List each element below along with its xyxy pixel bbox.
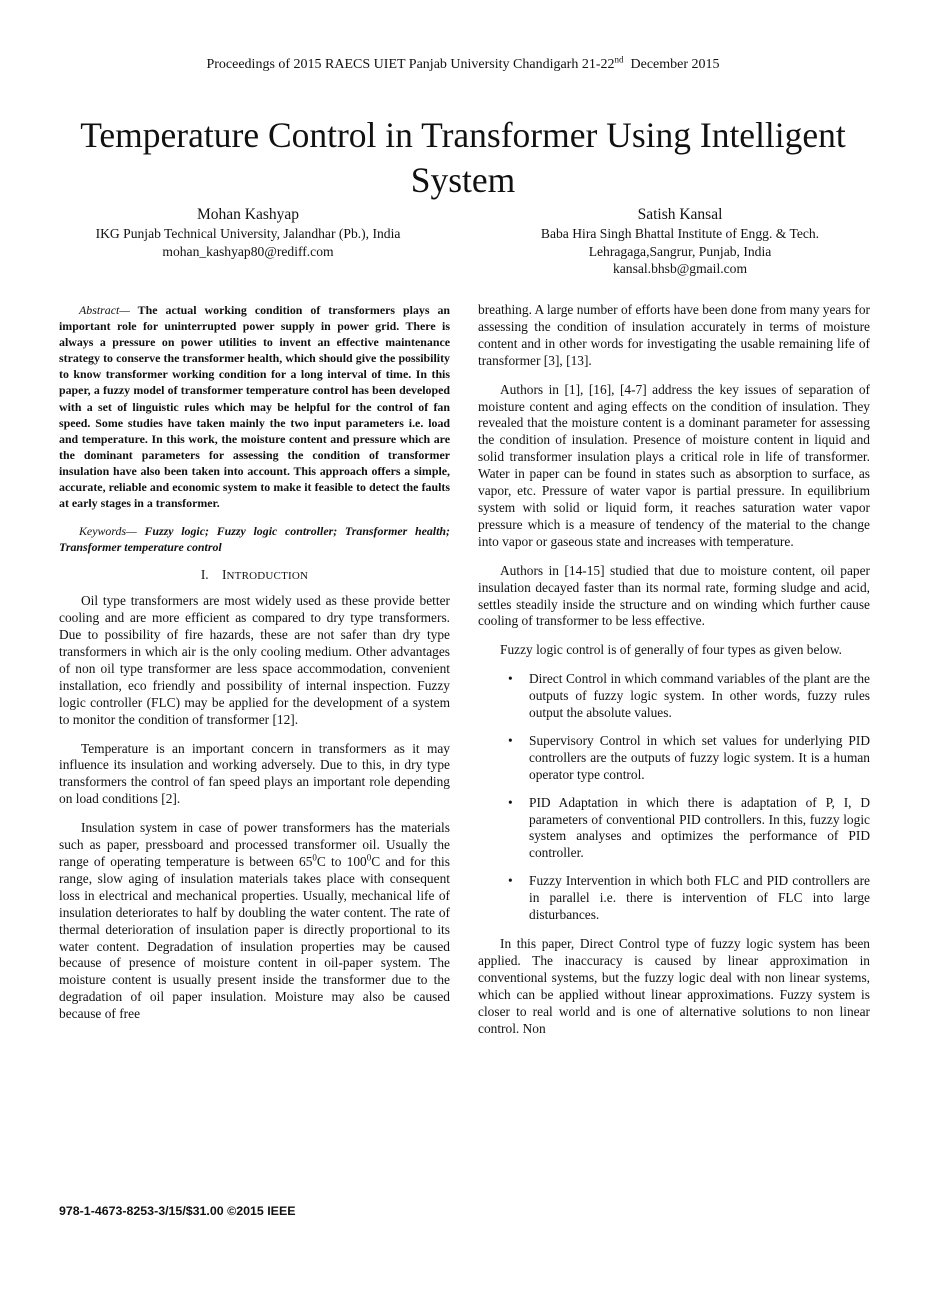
abstract: [59, 302, 450, 511]
bullet-icon: •: [508, 732, 513, 748]
keywords-label: Keywords—: [79, 524, 137, 539]
list-item-text: Supervisory Control in which set values for underlying PID controllers are the outputs of fuzzy logic system. It is a human operator type control.: [529, 732, 870, 782]
body-paragraph: Oil type transformers are most widely used as these provide better cooling and are more efficient as compared to dry type transformers. Due to possibility of fire hazards, these are not safer than dry type transformers in which air is the only cooling medium. Other advantages of non oil type transformer are less space accommodation, convenient installation, eco friendly and possibility of internal inspection. Fuzzy logic controller (FLC) may be applied for the development of a system to monitor the condition of transformer [12].: [59, 593, 450, 727]
section-first-letter: I: [222, 567, 227, 583]
section-number: I.: [200, 567, 209, 583]
bullet-icon: •: [508, 671, 513, 687]
list-item: [478, 733, 870, 784]
author-affiliation: Lehragaga,Sangrur, Punjab, India: [588, 243, 772, 259]
paragraph-segment: C and for this range, slow aging of insulation materials takes place with consequent loss in electrical and mechanical properties. Usually, mechanical life of insulation deteriorates to half by doubling the water content. The rate of thermal deterioration of insulation paper is directly proportional to its water content. Degradation of insulation properties may be caused because of presence of moisture content in oil-paper system. The moisture content is usually present inside the transformer due to the degradation of oil paper insulation. Moisture may also be caused because of free: [59, 854, 450, 1022]
list-item: [478, 671, 870, 722]
bullet-icon: •: [508, 794, 513, 810]
author-block-1: [38, 205, 458, 260]
abstract-text: The actual working condition of transformers plays an important role for uninterrupted power supply in power grid. There is always a pressure on power utilities to invent an effective maintenance strategy to conserve the transformer health, which should give the possibility to know transformer working condition for a long interval of time. In this paper, a fuzzy model of transformer temperature control has been developed with a set of linguistic rules which may be helpful for the control of fan speed. Some studies have taken mainly the two input parameters i.e. load and temperature. In this work, the moisture content and pressure which are the dominant parameters for assessing the condition of transformer insulation have also been taken into account. This approach offers a simple, accurate, reliable and economic system to make it feasible to detect the faults at early stages in a transformer.: [59, 303, 451, 511]
section-heading-introduction: [59, 567, 450, 585]
paper-title: Temperature Control in Transformer Using Intelligent System: [80, 115, 846, 200]
list-item-text: Direct Control in which command variables of the plant are the outputs of fuzzy logic system. In other words, fuzzy rules output the absolute values.: [529, 671, 870, 721]
author-name: Satish Kansal: [637, 206, 723, 223]
author-name: Mohan Kashyap: [196, 206, 300, 223]
list-item: [478, 795, 870, 863]
abstract-label: Abstract—: [79, 303, 130, 317]
author-email[interactable]: kansal.bhsb@gmail.com: [612, 261, 748, 276]
author-affiliation: IKG Punjab Technical University, Jalandhar (Pb.), India: [95, 226, 401, 241]
degree-sup: 0: [366, 852, 372, 863]
keywords-text: Fuzzy logic; Fuzzy logic controller; Transformer health; Transformer temperature control: [59, 524, 450, 555]
conference-text: Proceedings of 2015 RAECS UIET Panjab University Chandigarh 21-22: [206, 57, 615, 72]
author-email[interactable]: mohan_kashyap80@rediff.com: [162, 243, 334, 259]
right-column: [478, 302, 870, 1049]
author-affiliation: Baba Hira Singh Bhattal Institute of Engg. & Tech.: [540, 226, 820, 241]
section-title-rest: NTRODUCTION: [226, 570, 309, 583]
copyright-footer: 978-1-4673-8253-3/15/$31.00 ©2015 IEEE: [59, 1204, 296, 1218]
body-paragraph: [59, 820, 450, 1023]
conference-date: December 2015: [623, 57, 720, 72]
bullet-icon: •: [508, 873, 513, 889]
paragraph-segment: C to 100: [316, 854, 367, 869]
author-block-2: [470, 205, 890, 278]
body-paragraph: Authors in [1], [16], [4-7] address the key issues of separation of moisture content and aging effects on the condition of insulation. They revealed that the moisture content is a dominant parameter for assessing the condition of insulation. Presence of moisture content in liquid and solid transformer insulation plays a critical role in life of transformer. Water in paper can be found in states such as absorption to surface, as vapor, etc. Pressure of water vapor is partial pressure. In equilibrium system with solid or liquid form, it reaches saturation water vapor pressure which is a measure of tendency of the material to the change into vapor or gaseous state and increases with temperature.: [478, 381, 870, 549]
keywords: [59, 523, 450, 555]
list-item-text: PID Adaptation in which there is adaptation of P, I, D parameters of conventional PID controllers. In this, fuzzy logic system analyses and optimizes the performance of PID controller.: [529, 794, 870, 861]
list-item-text: Fuzzy Intervention in which both FLC and PID controllers are in parallel i.e. there is intervention of FLC into large disturbances.: [529, 873, 870, 923]
list-item: [478, 873, 870, 924]
body-paragraph: breathing. A large number of efforts have been done from many years for assessing the condition of insulation accurately in terms of moisture content and in other words for investigating the usable remaining life of transformer [3], [13].: [478, 302, 870, 368]
body-paragraph: Authors in [14-15] studied that due to moisture content, oil paper insulation decayed faster than its normal rate, forming sludge and acid, settles steadily inside the structure and on winding which further cause cooling of transformer to be less effective.: [478, 562, 870, 629]
control-types-list: [478, 671, 870, 924]
date-suffix: nd: [614, 54, 624, 65]
body-paragraph: Fuzzy logic control is of generally of four types as given below.: [500, 642, 842, 658]
paragraph-segment: Insulation system in case of power transformers has the materials such as paper, pressboard and processed transformer oil. Usually the range of operating temperature is between 65: [59, 820, 450, 869]
body-paragraph: In this paper, Direct Control type of fuzzy logic system has been applied. The inaccuracy is caused by linear approximation in conventional systems, but the fuzzy logic deal with non linear systems, which can be applied without linear approximations. Fuzzy system is closer to real world and is one of alternative solutions to non linear control. Non: [478, 936, 870, 1036]
left-column: [59, 302, 450, 1035]
body-paragraph: Temperature is an important concern in transformers as it may influence its insulation and working adversely. Due to this, in dry type transformers the control of fan speed plays an important role depending on load conditions [2].: [59, 740, 450, 807]
degree-sup: 0: [312, 852, 317, 863]
conference-header: [0, 54, 926, 73]
